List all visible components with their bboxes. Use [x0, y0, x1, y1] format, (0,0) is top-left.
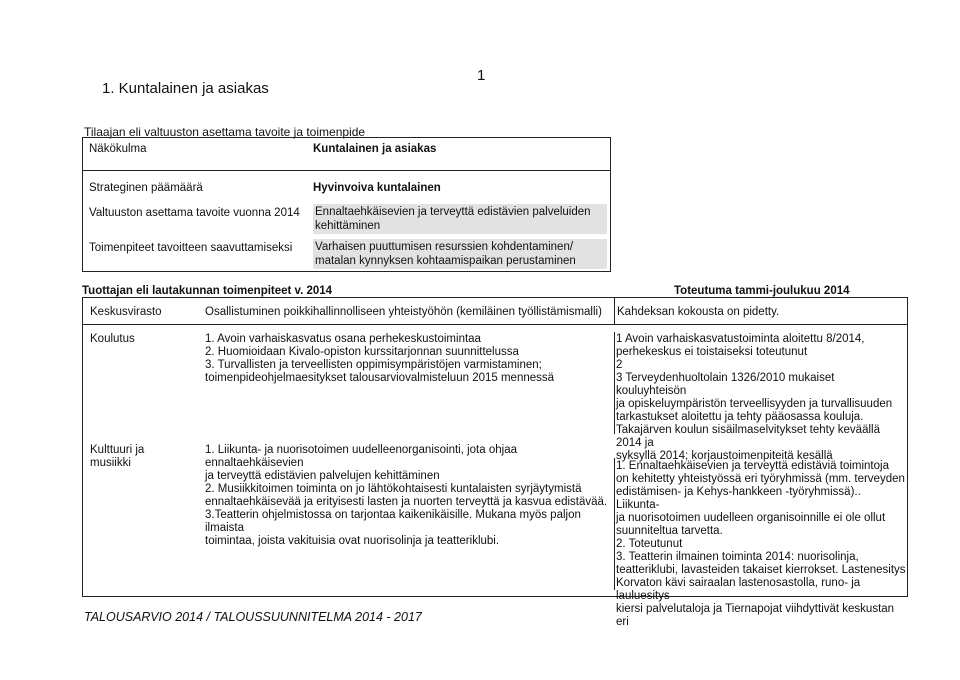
measures-text: 1. Liikunta- ja nuorisotoimen uudelleenorganisointi, jota ohjaa ennaltaehkäisevien ja terveyttä edistävien palvelujen kehittäminen 2. Musiikkitoimen toiminta on jo lähtökohtaisesti kuntalaisten syrjäytymistä ennaltaehkäisevää ja erityisesti lasten ja nuorten terveyttä ja kasvua edistävää. 3.Teatterin ohjelmistossa on tarjontaa kaikenikäisille. Mukana myös paljon ilmaista toimintaa, joista vakituisia ovat nuorisolinja ja teatteriklubi. [205, 444, 608, 547]
goals-label: Toimenpiteet tavoitteen saavuttamiseksi [89, 242, 293, 254]
producer-heading: Tuottajan eli lautakunnan toimenpiteet v. 2014 [82, 285, 333, 297]
goals-label: Näkökulma [89, 143, 147, 155]
column-divider [614, 332, 615, 434]
status-heading: Toteutuma tammi-joulukuu 2014 [674, 285, 850, 297]
producer-row-central-office [83, 298, 907, 325]
unit-label: Koulutus [90, 333, 135, 345]
measures-text: 1. Avoin varhaiskasvatus osana perhekeskustoimintaa 2. Huomioidaan Kivalo-opiston kurssitarjonnan suunnittelussa 3. Turvallisten ja terveellisten oppimisympäristöjen varmistaminen; toimenpideohjelmaesitykset talousarviovalmisteluun 2015 mennessä [205, 333, 555, 384]
measures-text: Osallistuminen poikkihallinnolliseen yhteistyöhön (kemiläinen työllistämismalli) [205, 306, 602, 318]
page-number: 1 [477, 67, 486, 84]
council-goals-heading: Tilaajan eli valtuuston asettama tavoite ja toimenpide [84, 125, 366, 139]
goals-value: Kuntalainen ja asiakas [313, 143, 437, 155]
goals-value: Varhaisen puuttumisen resurssien kohdentaminen/ matalan kynnyksen kohtaamispaikan perustaminen [313, 239, 607, 269]
column-divider [614, 298, 615, 324]
goals-label: Strateginen päämäärä [89, 182, 203, 194]
column-divider [614, 458, 615, 590]
status-text: 1 Avoin varhaiskasvatustoiminta aloitettu 8/2014, perhekeskus ei toistaiseksi toteutunut 2 3 Terveydenhuoltolain 1326/2010 mukaiset kouluyhteisön ja opiskeluympäristön terveellisyyden ja turvallisuuden tarkastukset aloitettu ja tehty pääosassa kouluja. Takajärven koulun sisäilmaselvitykset tehty keväällä 2014 ja syksyllä 2014; korjaustoimenpiteitä kesällä [616, 333, 893, 462]
goals-value: Hyvinvoiva kuntalainen [313, 182, 441, 194]
footer-text: TALOUSARVIO 2014 / TALOUSSUUNNITELMA 2014 - 2017 [84, 610, 422, 624]
goals-value: Ennaltaehkäisevien ja terveyttä edistävien palveluiden kehittäminen [313, 204, 607, 234]
status-text: Kahdeksan kokousta on pidetty. [617, 306, 780, 318]
unit-label: Kulttuuri ja musiikki [90, 444, 145, 469]
row-divider [83, 170, 610, 171]
section-title: 1. Kuntalainen ja asiakas [102, 80, 269, 97]
council-goals-table [82, 137, 611, 272]
status-text: 1. Ennaltaehkäisevien ja terveyttä edistäviä toimintoja on kehitetty yhteistyössä eri työryhmissä (mm. terveyden edistämisen- ja Kehys-hankkeen -työryhmissä).. Liikunta- ja nuorisotoimen uudelleen organisoinnille ei ole ollut suunniteltua tarvetta. 2. Toteutunut 3. Teatterin ilmainen toiminta 2014: nuorisolinja, teatteriklubi, lavasteiden takaiset kierrokset. Lastenesitys Korvaton kävi sairaalan lastenosastolla, runo- ja lauluesitys kiersi palvelutaloja ja Tiernapojat viihdyttivät keskustan eri [616, 460, 906, 628]
unit-label: Keskusvirasto [90, 306, 162, 318]
goals-label: Valtuuston asettama tavoite vuonna 2014 [89, 207, 300, 219]
